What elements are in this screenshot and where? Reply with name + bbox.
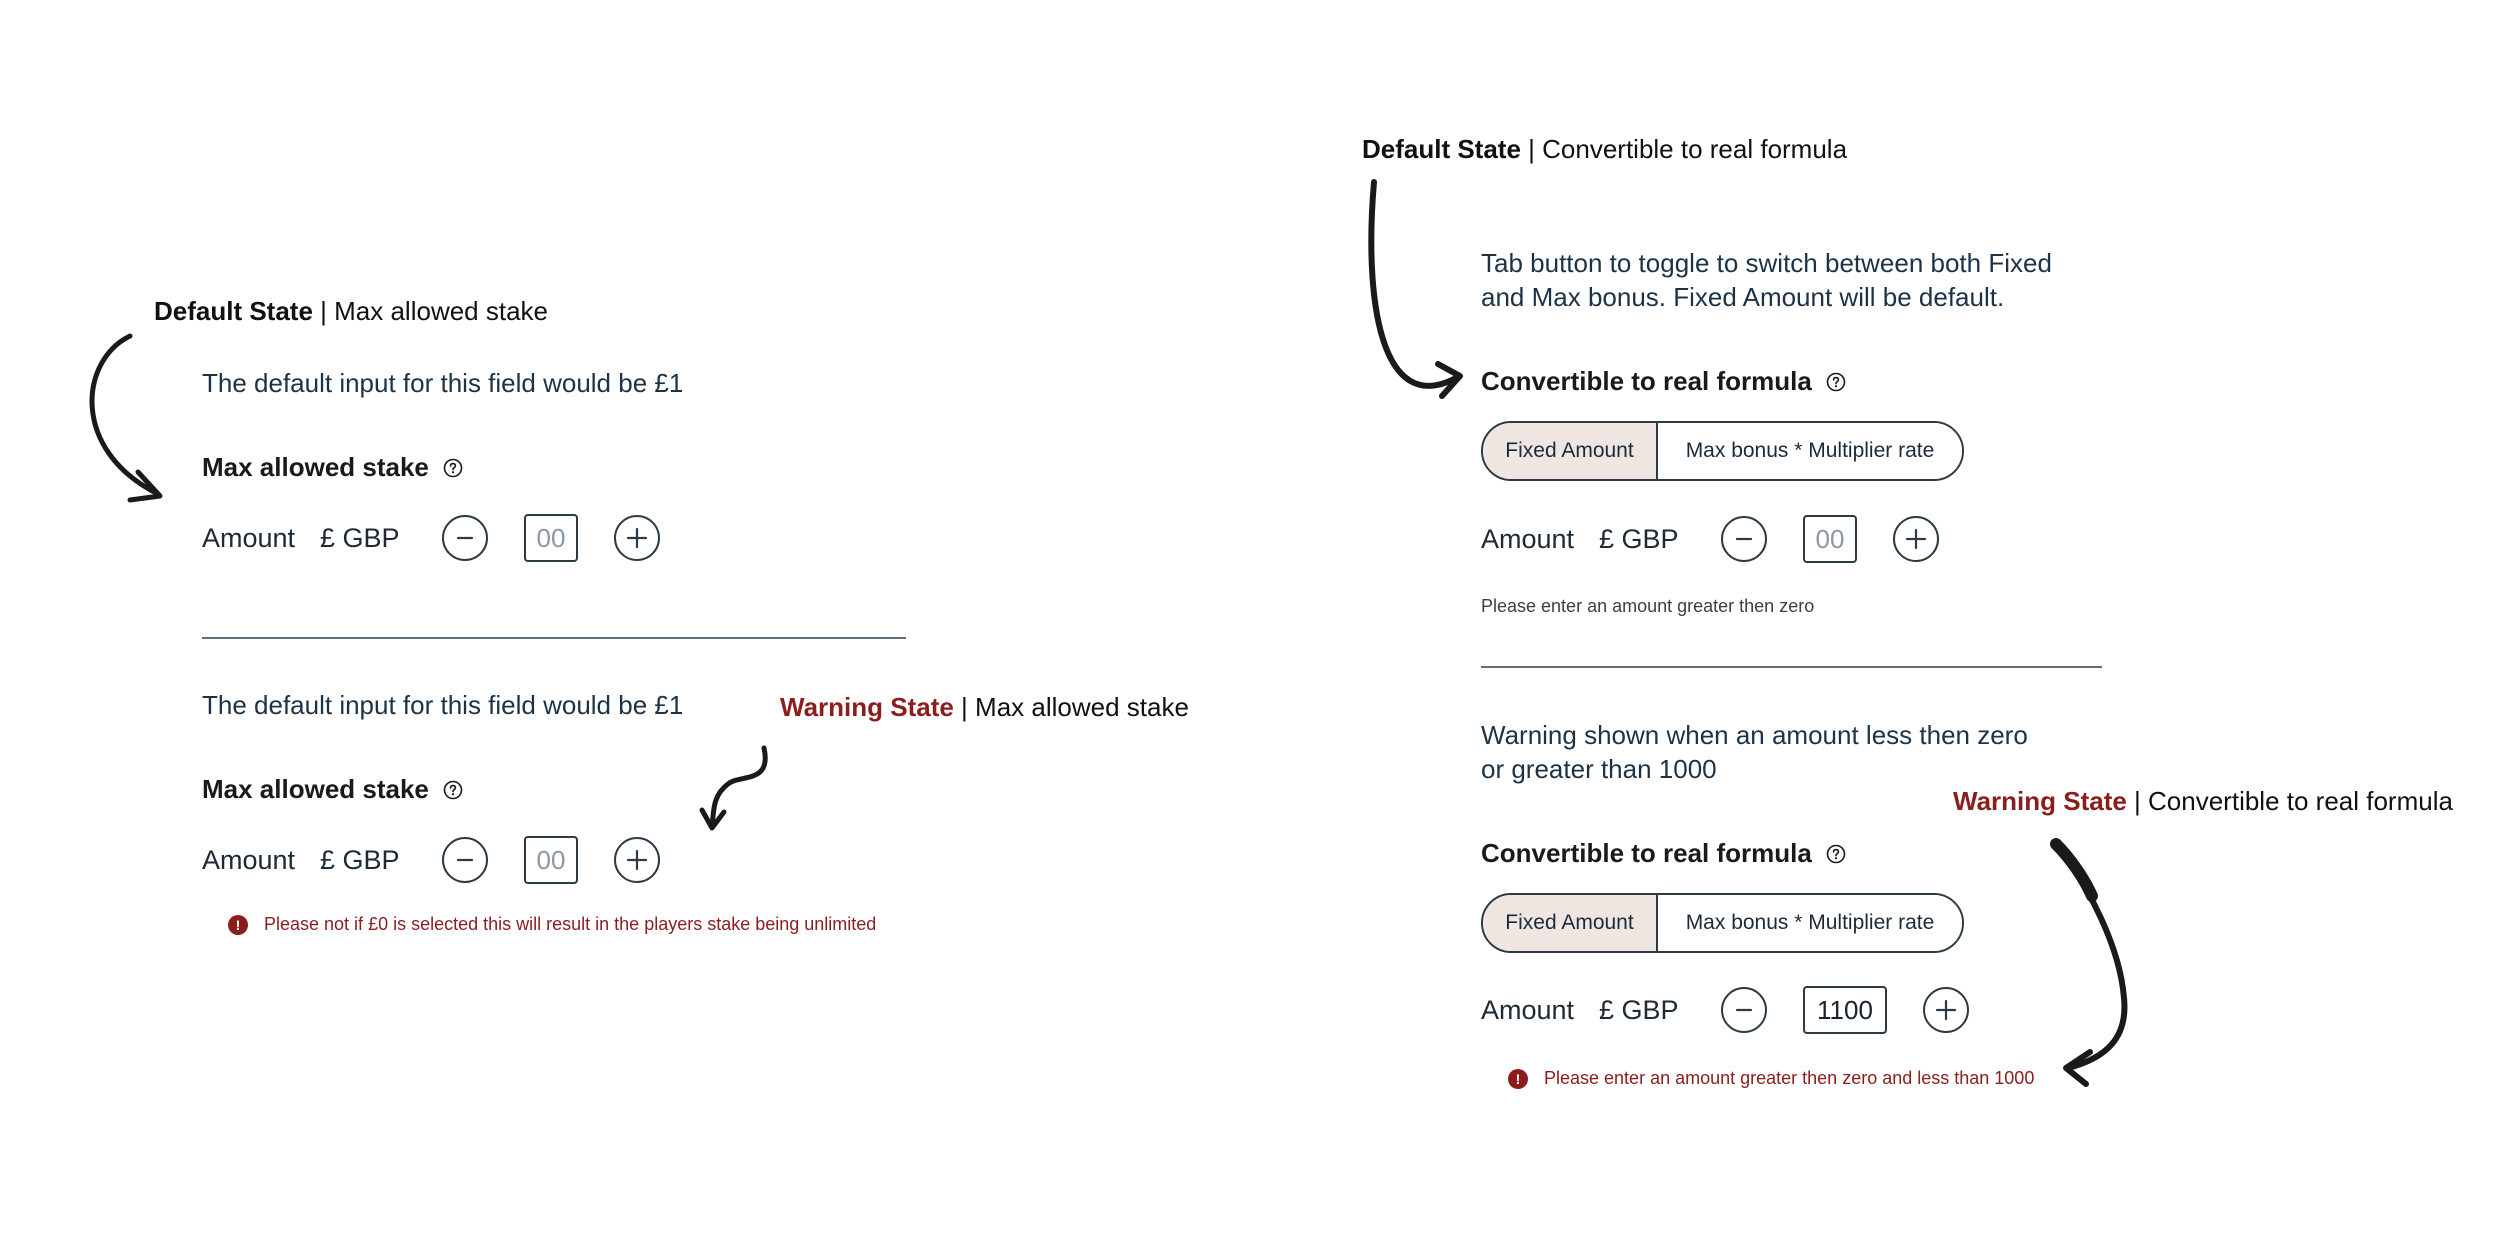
tab-max-bonus-multiplier[interactable]: Max bonus * Multiplier rate <box>1658 895 1962 951</box>
convertible-formula-label <box>1481 838 1846 869</box>
currency-label: £ GBP <box>320 844 400 875</box>
error-message <box>1508 1068 2034 1089</box>
state-title-warning-stake <box>780 692 1189 723</box>
minus-icon <box>1731 997 1757 1023</box>
stake-amount-row <box>202 836 660 884</box>
field-label-text: Max allowed stake <box>202 774 429 804</box>
hand-drawn-arrow-icon <box>700 744 780 834</box>
description-line: Warning shown when an amount less then zero <box>1481 720 2028 750</box>
error-text: Please not if £0 is selected this will result in the players stake being unlimited <box>264 914 877 934</box>
description-line: and Max bonus. Fixed Amount will be default. <box>1481 282 2005 312</box>
field-description <box>1481 718 2028 786</box>
section-divider <box>202 637 906 639</box>
decrement-button[interactable] <box>1721 516 1767 562</box>
decrement-button[interactable] <box>1721 987 1767 1033</box>
field-label-text: Convertible to real formula <box>1481 838 1812 868</box>
state-context: | Convertible to real formula <box>1520 134 1848 164</box>
increment-button[interactable] <box>614 515 660 561</box>
convertible-formula-label <box>1481 366 1846 397</box>
formula-amount-input[interactable]: 1100 <box>1803 986 1887 1034</box>
hand-drawn-arrow-icon <box>2050 838 2140 1078</box>
minus-icon <box>452 847 478 873</box>
state-name: Warning State <box>1953 786 2127 816</box>
state-context: | Max allowed stake <box>312 296 549 326</box>
help-circle-icon[interactable] <box>443 780 463 800</box>
tab-fixed-amount[interactable]: Fixed Amount <box>1483 895 1658 951</box>
formula-toggle <box>1481 421 1964 481</box>
error-icon: ! <box>228 915 248 935</box>
minus-icon <box>1731 526 1757 552</box>
state-title-warning-formula <box>1953 786 2453 817</box>
amount-label: Amount <box>202 522 296 553</box>
help-circle-icon[interactable] <box>443 458 463 478</box>
minus-icon <box>452 525 478 551</box>
plus-icon <box>624 525 650 551</box>
tab-max-bonus-multiplier[interactable]: Max bonus * Multiplier rate <box>1658 423 1962 479</box>
field-description: The default input for this field would be £1 <box>202 690 684 720</box>
formula-amount-row <box>1481 986 1969 1034</box>
formula-amount-row <box>1481 515 1939 563</box>
stake-amount-row <box>202 514 660 562</box>
stake-amount-input[interactable]: 00 <box>524 514 578 562</box>
max-allowed-stake-label <box>202 774 463 805</box>
plus-icon <box>1933 997 1959 1023</box>
field-label-text: Convertible to real formula <box>1481 366 1812 396</box>
plus-icon <box>1903 526 1929 552</box>
plus-icon <box>624 847 650 873</box>
description-line: Tab button to toggle to switch between both Fixed <box>1481 248 2052 278</box>
description-line: or greater than 1000 <box>1481 754 1717 784</box>
increment-button[interactable] <box>1893 516 1939 562</box>
amount-label: Amount <box>1481 994 1575 1025</box>
tab-fixed-amount[interactable]: Fixed Amount <box>1483 423 1658 479</box>
currency-label: £ GBP <box>320 522 400 553</box>
state-title-default-stake <box>154 296 548 327</box>
hand-drawn-arrow-icon <box>80 330 170 505</box>
decrement-button[interactable] <box>442 515 488 561</box>
field-label-text: Max allowed stake <box>202 452 429 482</box>
helper-text: Please enter an amount greater then zero <box>1481 596 1815 616</box>
field-description: The default input for this field would be £1 <box>202 368 684 398</box>
currency-label: £ GBP <box>1599 994 1679 1025</box>
section-divider <box>1481 666 2102 668</box>
help-circle-icon[interactable] <box>1826 844 1846 864</box>
field-description <box>1481 246 2052 314</box>
formula-toggle <box>1481 893 1964 953</box>
amount-label: Amount <box>1481 523 1575 554</box>
increment-button[interactable] <box>1923 987 1969 1033</box>
amount-label: Amount <box>202 844 296 875</box>
max-allowed-stake-label <box>202 452 463 483</box>
error-message <box>228 914 876 935</box>
state-title-default-formula <box>1362 134 1847 165</box>
state-name: Default State <box>1362 134 1521 164</box>
error-text: Please enter an amount greater then zero and less than 1000 <box>1544 1068 2035 1088</box>
state-name: Default State <box>154 296 313 326</box>
formula-amount-input[interactable]: 00 <box>1803 515 1857 563</box>
stake-amount-input[interactable]: 00 <box>524 836 578 884</box>
state-name: Warning State <box>780 692 954 722</box>
hand-drawn-arrow-icon <box>1360 178 1470 428</box>
decrement-button[interactable] <box>442 837 488 883</box>
state-context: | Max allowed stake <box>953 692 1189 722</box>
increment-button[interactable] <box>614 837 660 883</box>
state-context: | Convertible to real formula <box>2126 786 2453 816</box>
help-circle-icon[interactable] <box>1826 372 1846 392</box>
currency-label: £ GBP <box>1599 523 1679 554</box>
error-icon: ! <box>1508 1069 1528 1089</box>
